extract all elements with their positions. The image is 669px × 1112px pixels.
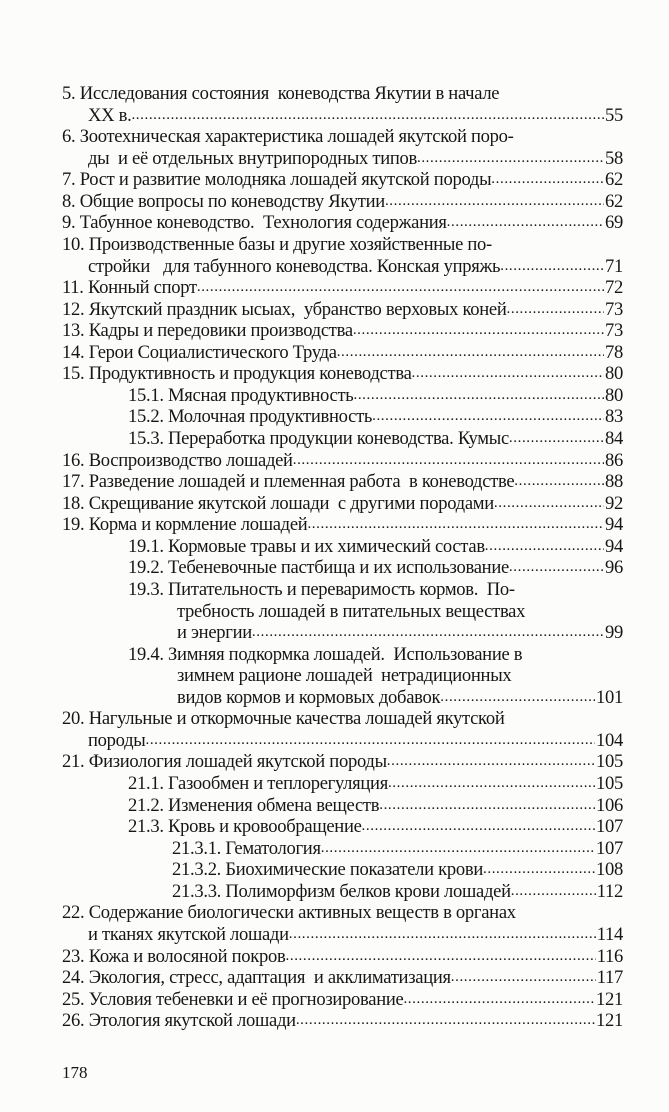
toc-page-number: 92 <box>605 492 623 514</box>
toc-entry <box>62 212 623 234</box>
toc-entry <box>62 773 623 795</box>
toc-entry <box>62 579 623 644</box>
toc-page-number: 55 <box>605 104 623 126</box>
toc-entry <box>62 299 623 321</box>
toc-entry-title: 21.3.2. Биохимические показатели крови <box>172 859 483 881</box>
toc-entry-title: 9. Табунное коневодство. Технология содержания <box>62 212 447 234</box>
toc-page-number: 107 <box>596 816 623 838</box>
toc-entry <box>62 989 623 1011</box>
toc-page-number: 94 <box>605 514 623 536</box>
toc-entry <box>62 751 623 773</box>
toc-entry-title: 21.3.1. Гематология <box>172 837 321 859</box>
toc-entry-title: 18. Скрещивание якутской лошади с другими породами <box>62 492 494 514</box>
toc-entry-title: 16. Воспроизводство лошадей <box>62 449 293 471</box>
toc-entry-title: 24. Экология, стресс, адаптация и акклиматизация <box>62 967 451 989</box>
dot-leader <box>509 557 604 579</box>
dot-leader <box>507 299 605 321</box>
toc-entry-title: 19.3. Питательность и переваримость кормов. По- <box>128 578 515 600</box>
dot-leader <box>514 471 604 493</box>
dot-leader <box>362 816 595 838</box>
toc-page-number: 101 <box>596 686 623 708</box>
dot-leader <box>403 989 595 1011</box>
toc-entry <box>62 708 623 751</box>
toc-entry-title: 21.3.3. Полиморфизм белков крови лошадей <box>172 880 511 902</box>
dot-leader <box>252 622 604 644</box>
toc-entry <box>62 342 623 364</box>
dot-leader <box>485 536 604 558</box>
toc-entry-title-continuation: зимнем рационе лошадей нетрадиционных <box>177 665 512 687</box>
dot-leader <box>145 730 595 752</box>
toc-page-number: 73 <box>605 320 623 342</box>
toc-page-number: 105 <box>596 773 623 794</box>
toc-entry-title: 15.1. Мясная продуктивность <box>128 384 354 406</box>
toc-page-number: 86 <box>605 449 623 471</box>
toc-page-number: 117 <box>596 967 623 989</box>
page-number: 178 <box>62 1063 88 1082</box>
dot-leader <box>353 320 604 342</box>
toc-entry-title-continuation: видов кормов и кормовых добавок <box>177 686 441 708</box>
toc-entry-title-continuation: и энергии <box>177 622 252 644</box>
toc-page-number: 121 <box>596 988 623 1010</box>
toc-entry-title: 26. Этология якутской лошади <box>62 1010 296 1032</box>
dot-leader <box>494 493 604 515</box>
toc-entry-title: 14. Герои Социалистического Труда <box>62 341 337 363</box>
toc-entry <box>62 838 623 860</box>
toc-page-number: 107 <box>596 837 623 859</box>
toc-entry-title: 19.1. Кормовые травы и их химический состав <box>128 535 485 557</box>
toc-entry-title: 5. Исследования состояния коневодства Якутии в начале <box>62 83 500 104</box>
toc-page-number: 88 <box>605 471 623 493</box>
toc-entry-title: 19. Корма и кормление лошадей <box>62 514 308 536</box>
toc-entry-title-continuation: ды и её отдельных внутрипородных типов <box>88 147 417 169</box>
toc-entry <box>62 816 623 838</box>
toc-entry-title: 19.2. Тебеневочные пастбища и их использование <box>128 557 509 579</box>
toc-entry <box>62 557 623 579</box>
toc-page-number: 106 <box>596 794 623 816</box>
toc-entry <box>62 644 623 709</box>
toc-entry <box>62 536 623 558</box>
toc-entry-title: 21.1. Газообмен и теплорегуляция <box>128 773 388 794</box>
toc-entry <box>62 471 623 493</box>
dot-leader <box>379 795 595 817</box>
toc-page-number: 108 <box>596 859 623 881</box>
dot-leader <box>511 881 596 903</box>
toc-page-number: 72 <box>605 277 623 299</box>
toc-entry-title-continuation: XX в. <box>88 104 132 126</box>
toc-entry-title: 15.3. Переработка продукции коневодства. Кумыс <box>128 428 509 449</box>
toc-entry <box>62 428 623 450</box>
toc-entry <box>62 493 623 515</box>
toc-entry-title: 12. Якутский праздник ысыах, убранство верховых коней <box>62 298 507 320</box>
dot-leader <box>509 428 604 450</box>
toc-page-number: 58 <box>605 147 623 169</box>
toc-page-number: 105 <box>596 751 623 773</box>
toc-page-number: 80 <box>605 363 623 385</box>
toc-page-number: 80 <box>605 384 623 406</box>
toc-page-number: 62 <box>605 169 623 191</box>
toc-entry-title: 7. Рост и развитие молодняка лошадей якутской породы <box>62 169 492 191</box>
table-of-contents <box>62 83 623 1032</box>
toc-page-number: 96 <box>605 557 623 579</box>
toc-entry <box>62 946 623 968</box>
toc-entry-title-continuation: стройки для табунного коневодства. Конская упряжь <box>88 255 501 277</box>
toc-page-number: 83 <box>605 406 623 428</box>
dot-leader <box>296 1010 595 1032</box>
dot-leader <box>372 406 604 428</box>
dot-leader <box>321 838 595 860</box>
toc-entry <box>62 83 623 126</box>
toc-entry <box>62 1010 623 1032</box>
toc-entry <box>62 169 623 191</box>
toc-entry-title: 21. Физиология лошадей якутской породы <box>62 751 387 773</box>
dot-leader <box>447 212 604 234</box>
toc-entry <box>62 406 623 428</box>
dot-leader <box>500 256 604 278</box>
toc-entry-title: 6. Зоотехническая характеристика лошадей якутской поро- <box>62 126 514 148</box>
toc-entry-title: 21.3. Кровь и кровообращение <box>128 816 362 838</box>
toc-entry <box>62 967 623 989</box>
toc-page-number: 84 <box>605 428 623 449</box>
dot-leader <box>289 924 596 946</box>
toc-entry <box>62 859 623 881</box>
toc-entry-title: 25. Условия тебеневки и её прогнозирование <box>62 988 404 1010</box>
dot-leader <box>388 773 595 795</box>
toc-entry <box>62 385 623 407</box>
toc-entry-title-continuation: требность лошадей в питательных веществах <box>177 600 526 622</box>
dot-leader <box>451 967 596 989</box>
dot-leader <box>491 169 604 191</box>
toc-entry <box>62 363 623 385</box>
toc-page-number: 78 <box>605 341 623 363</box>
toc-entry-title: 8. Общие вопросы по коневодству Якутии <box>62 190 385 212</box>
toc-page-number: 71 <box>605 255 623 277</box>
dot-leader <box>385 191 604 213</box>
dot-leader <box>131 105 604 127</box>
toc-entry <box>62 191 623 213</box>
toc-entry-title: 15. Продуктивность и продукция коневодства <box>62 363 412 385</box>
dot-leader <box>483 859 595 881</box>
dot-leader <box>197 277 604 299</box>
toc-entry-title: 22. Содержание биологически активных веществ в органах <box>62 902 516 924</box>
toc-page-number: 104 <box>596 729 623 751</box>
toc-entry <box>62 795 623 817</box>
toc-entry <box>62 277 623 299</box>
dot-leader <box>307 514 604 536</box>
toc-entry-title: 20. Нагульные и откормочные качества лошадей якутской <box>62 708 505 730</box>
toc-page-number: 116 <box>596 945 623 967</box>
toc-entry <box>62 514 623 536</box>
toc-entry <box>62 450 623 472</box>
dot-leader <box>293 450 604 472</box>
toc-entry <box>62 234 623 277</box>
toc-page-number: 99 <box>605 622 623 644</box>
toc-entry-title-continuation: породы <box>88 729 146 751</box>
toc-entry <box>62 320 623 342</box>
toc-page-number: 121 <box>596 1010 623 1032</box>
toc-entry <box>62 126 623 169</box>
dot-leader <box>337 342 604 364</box>
toc-page-number: 69 <box>605 212 623 234</box>
dot-leader <box>412 363 604 385</box>
toc-entry-title: 17. Разведение лошадей и племенная работа в коневодстве <box>62 471 515 493</box>
toc-entry-title-continuation: и тканях якутской лошади <box>88 923 289 945</box>
toc-entry <box>62 881 623 903</box>
toc-entry-title: 21.2. Изменения обмена веществ <box>128 794 380 816</box>
toc-page-number: 73 <box>605 298 623 320</box>
toc-page-number: 112 <box>596 880 623 902</box>
toc-page-number: 94 <box>605 535 623 557</box>
toc-entry-title: 13. Кадры и передовики производства <box>62 320 353 342</box>
dot-leader <box>387 751 595 773</box>
dot-leader <box>440 687 595 709</box>
toc-entry <box>62 902 623 945</box>
toc-entry-title: 15.2. Молочная продуктивность <box>128 406 373 428</box>
toc-entry-title: 23. Кожа и волосяной покров <box>62 945 286 967</box>
toc-page-number: 62 <box>605 190 623 212</box>
dot-leader <box>417 148 604 170</box>
toc-entry-title: 19.4. Зимняя подкормка лошадей. Использование в <box>128 643 523 665</box>
dot-leader <box>353 385 604 407</box>
dot-leader <box>286 946 596 968</box>
toc-page-number: 114 <box>596 923 623 945</box>
toc-entry-title: 10. Производственные базы и другие хозяйственные по- <box>62 233 492 255</box>
toc-entry-title: 11. Конный спорт <box>62 277 197 299</box>
